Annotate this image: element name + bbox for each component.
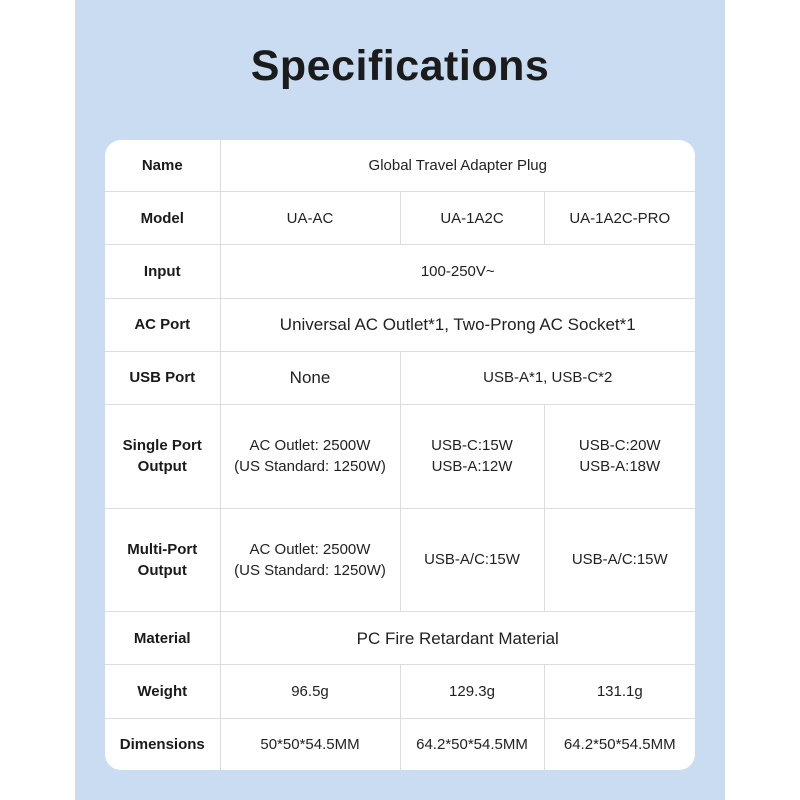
table-row-single-port-output (105, 404, 695, 508)
cell-line: (US Standard: 1250W) (234, 561, 386, 579)
row-label-line: Output (137, 458, 187, 476)
multi-output-value-2: USB-A/C:15W (400, 508, 544, 612)
name-value: Global Travel Adapter Plug (220, 140, 695, 192)
table-row-multi-port-output (105, 508, 695, 612)
table-row-ac-port (105, 298, 695, 351)
row-label-line: Output (137, 561, 187, 579)
model-value-3: UA-1A2C-PRO (544, 192, 695, 245)
row-label (105, 508, 220, 612)
weight-value-3: 131.1g (544, 665, 695, 718)
material-value: PC Fire Retardant Material (220, 612, 695, 665)
cell-line: AC Outlet: 2500W (249, 437, 371, 455)
row-label: Input (105, 245, 220, 298)
dimensions-value-2: 64.2*50*54.5MM (400, 718, 544, 770)
row-label: Material (105, 612, 220, 665)
row-label: Name (105, 140, 220, 192)
table-row-material (105, 612, 695, 665)
row-label-line: Single Port (122, 437, 202, 455)
single-output-value-3 (544, 404, 695, 508)
weight-value-1: 96.5g (220, 665, 400, 718)
single-output-value-1 (220, 404, 400, 508)
cell-line: USB-C:15W (431, 437, 513, 455)
usb-port-value-1: None (220, 351, 400, 404)
spec-table (105, 140, 695, 770)
table-row-dimensions (105, 718, 695, 770)
cell-line: (US Standard: 1250W) (234, 458, 386, 476)
row-label: USB Port (105, 351, 220, 404)
dimensions-value-1: 50*50*54.5MM (220, 718, 400, 770)
dimensions-value-3: 64.2*50*54.5MM (544, 718, 695, 770)
row-label (105, 404, 220, 508)
input-value: 100-250V~ (220, 245, 695, 298)
row-label: Weight (105, 665, 220, 718)
model-value-2: UA-1A2C (400, 192, 544, 245)
table-row-model (105, 192, 695, 245)
page-title: Specifications (250, 42, 550, 90)
cell-line: USB-A:18W (579, 458, 661, 476)
multi-output-value-3: USB-A/C:15W (544, 508, 695, 612)
table-row-name (105, 140, 695, 192)
row-label: AC Port (105, 298, 220, 351)
row-label: Dimensions (105, 718, 220, 770)
single-output-value-2 (400, 404, 544, 508)
table-row-input (105, 245, 695, 298)
usb-port-value-23: USB-A*1, USB-C*2 (400, 351, 695, 404)
ac-port-value: Universal AC Outlet*1, Two-Prong AC Socket*1 (220, 298, 695, 351)
cell-line: USB-C:20W (578, 437, 661, 455)
table-row-usb-port (105, 351, 695, 404)
weight-value-2: 129.3g (400, 665, 544, 718)
spec-table-card (105, 140, 695, 770)
multi-output-value-1 (220, 508, 400, 612)
model-value-1: UA-AC (220, 192, 400, 245)
table-row-weight (105, 665, 695, 718)
cell-line: USB-A:12W (431, 458, 513, 476)
row-label-line: Multi-Port (127, 540, 198, 558)
row-label: Model (105, 192, 220, 245)
cell-line: AC Outlet: 2500W (249, 540, 371, 558)
